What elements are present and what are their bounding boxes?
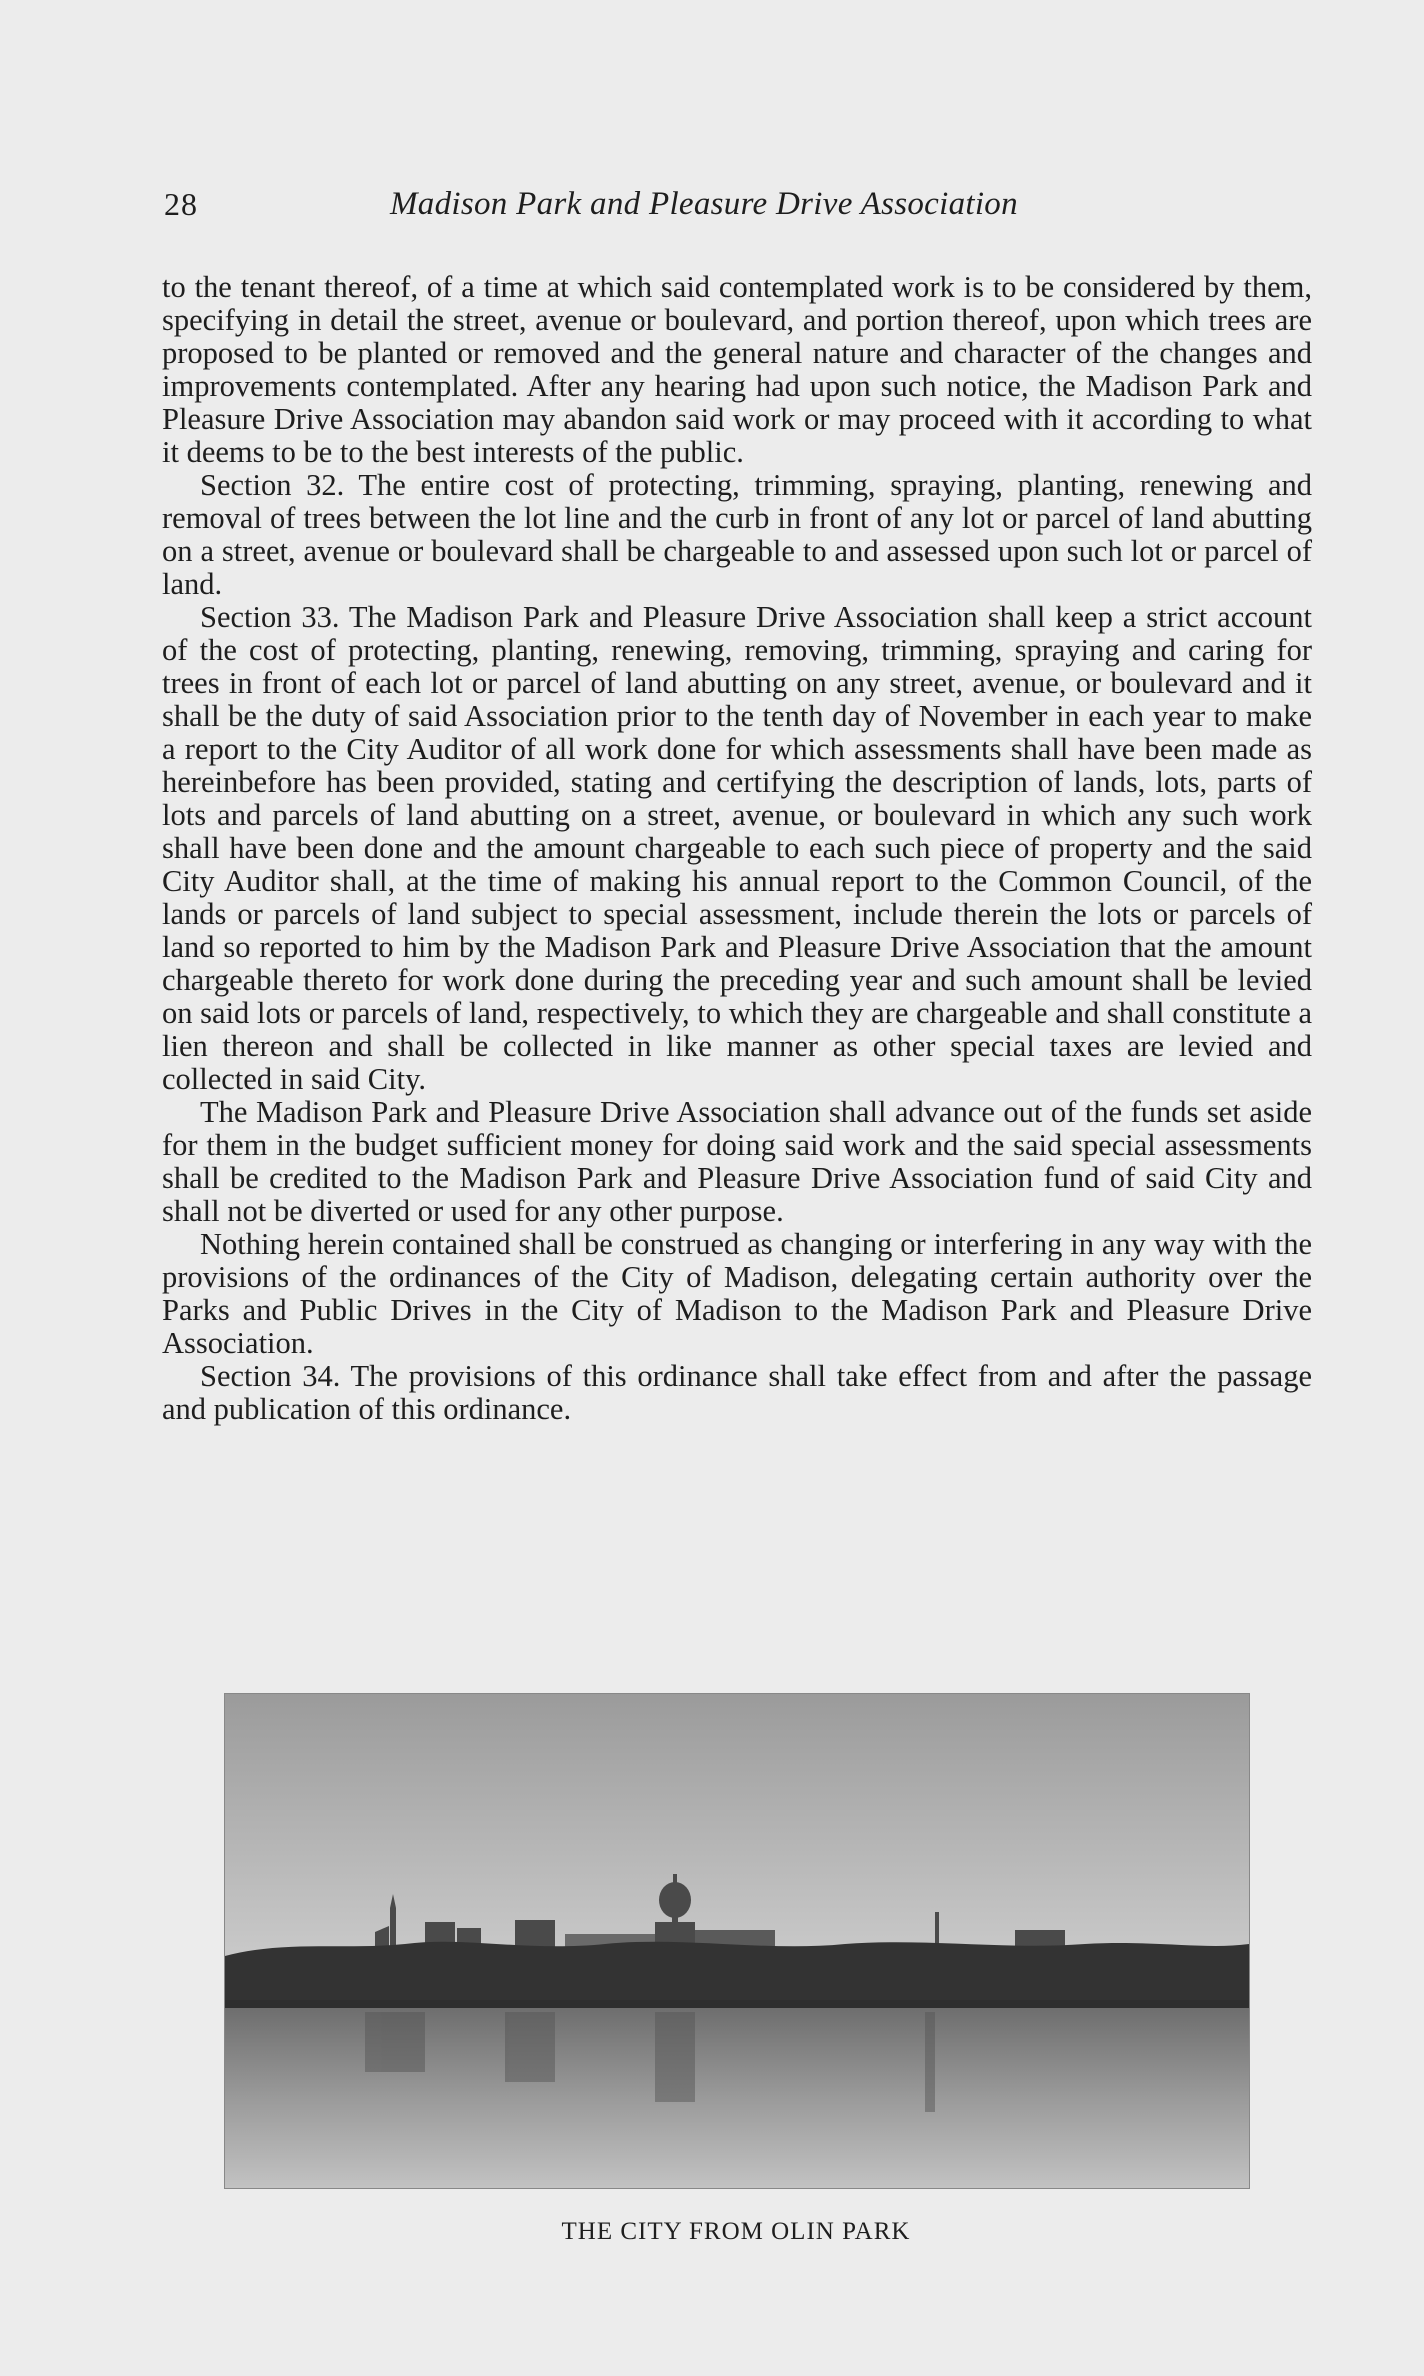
page-number: 28 (164, 186, 198, 222)
body-text (162, 271, 1312, 1426)
shoreline (225, 2000, 1249, 2008)
paragraph-section-32: Section 32. The entire cost of protecting, trimming, spraying, planting, renewing and removal of trees between the lot line and the curb in front of any lot or parcel of land abutting on a street, avenue or boulevard shall be chargeable to and assessed upon such lot or parcel of land. (162, 468, 1312, 601)
running-title: Madison Park and Pleasure Drive Association (390, 186, 1018, 222)
page-header (164, 186, 1312, 236)
paragraph-section-34: Section 34. The provisions of this ordinance shall take effect from and after the passage and publication of this ordinance. (162, 1359, 1312, 1426)
treeline (225, 1942, 1249, 2006)
paragraph-section-33: Section 33. The Madison Park and Pleasure Drive Association shall keep a strict account of the cost of protecting, planting, renewing, removing, trimming, spraying and caring for trees in front of each lot or parcel of land abutting on any street, avenue, or boulevard and it shall be the duty of said Association prior to the tenth day of November in each year to make a report to the City Auditor of all work done for which assessments shall have been made as hereinbefore has been provided, stating and certifying the description of lands, lots, parts of lots and parcels of land abutting on a street, avenue, or boulevard in which any such work shall have been done and the amount chargeable to each such piece of property and the said City Auditor shall, at the time of making his annual report to the Common Council, of the lands or parcels of land subject to special assessment, include therein the lots or parcels of land so reported to him by the Madison Park and Pleasure Drive Association that the amount chargeable thereto for work done during the preceding year and such amount shall be levied on said lots or parcels of land, respectively, to which they are chargeable and shall constitute a lien thereon and shall be collected in like manner as other special taxes are levied and collected in said City. (162, 600, 1312, 1096)
paragraph-funds: The Madison Park and Pleasure Drive Association shall advance out of the funds set aside for them in the budget sufficient money for doing said work and the said special assessments shall be credited to the Madison Park and Pleasure Drive Association fund of said City and shall not be diverted or used for any other purpose. (162, 1095, 1312, 1228)
sky (225, 1694, 1249, 1956)
photo-illustration (225, 1694, 1249, 2188)
paragraph-nothing-herein: Nothing herein contained shall be construed as changing or interfering in any way with the provisions of the ordinances of the City of Madison, delegating certain authority over the Parks and Public Drives in the City of Madison to the Madison Park and Pleasure Drive Association. (162, 1227, 1312, 1360)
figure-caption: THE CITY FROM OLIN PARK (561, 2218, 911, 2245)
paragraph-continuation: to the tenant thereof, of a time at which said contemplated work is to be considered by them, specifying in detail the street, avenue or boulevard, and portion thereof, upon which trees are proposed to be planted or removed and the general nature and character of the changes and improvements contemplated. After any hearing had upon such notice, the Madison Park and Pleasure Drive Association may abandon said work or may proceed with it according to what it deems to be to the best interests of the public. (162, 270, 1312, 469)
photo-city-from-olin-park (224, 1693, 1250, 2189)
